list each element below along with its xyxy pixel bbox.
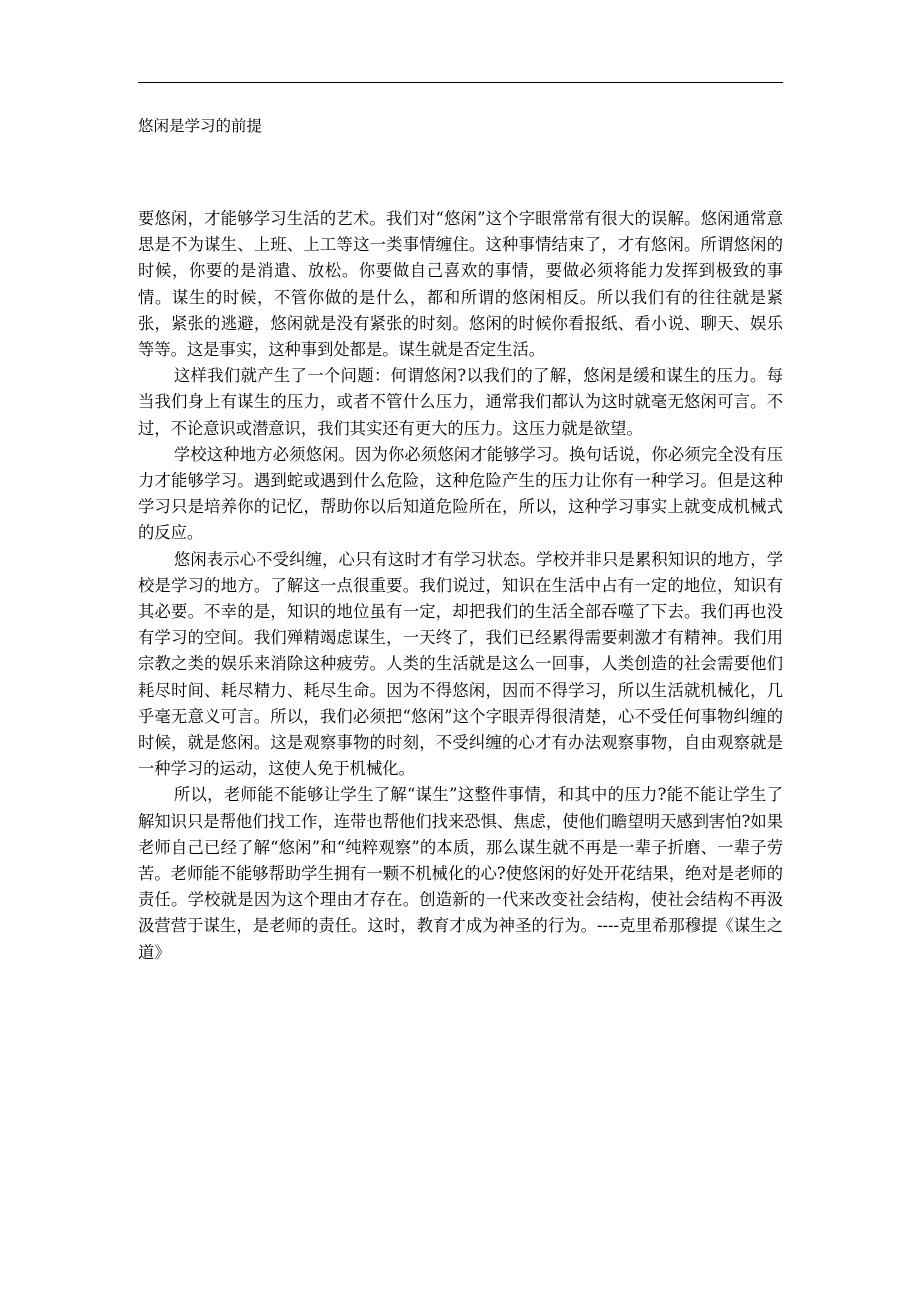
paragraph-1: 要悠闲，才能够学习生活的艺术。我们对“悠闲”这个字眼常常有很大的误解。悠闲通常意思是不为谋生、上班、上工等这一类事情缠住。这种事情结束了，才有悠闲。所谓悠闲的时候，你要的是消遣、放松。你要做自己喜欢的事情，要做必须将能力发挥到极致的事情。谋生的时候，不管你做的是什么，都和所谓的悠闲相反。所以我们有的往往就是紧张，紧张的逃避，悠闲就是没有紧张的时刻。悠闲的时候你看报纸、看小说、聊天、娱乐等等。这是事实，这种事到处都是。谋生就是否定生活。 (138, 209, 783, 360)
header-rule (138, 82, 783, 83)
document-body (138, 206, 783, 966)
paragraph-3: 学校这种地方必须悠闲。因为你必须悠闲才能够学习。换句话说，你必须完全没有压力才能够学习。遇到蛇或遇到什么危险，这种危险产生的压力让你有一种学习。但是这种学习只是培养你的记忆，帮助你以后知道危险所在，所以，这种学习事实上就变成机械式的反应。 (138, 444, 783, 543)
paragraph-2: 这样我们就产生了一个问题：何谓悠闲?以我们的了解，悠闲是缓和谋生的压力。每当我们身上有谋生的压力，或者不管什么压力，通常我们都认为这时就毫无悠闲可言。不过，不论意识或潜意识，我们其实还有更大的压力。这压力就是欲望。 (138, 366, 783, 438)
document-title: 悠闲是学习的前提 (138, 117, 263, 135)
paragraph-5: 所以，老师能不能够让学生了解“谋生”这整件事情，和其中的压力?能不能让学生了解知识只是帮他们找工作，连带也帮他们找来恐惧、焦虑，使他们瞻望明天感到害怕?如果老师自己已经了解“悠闲”和“纯粹观察”的本质，那么谋生就不再是一辈子折磨、一辈子劳苦。老师能不能够帮助学生拥有一颗不机械化的心?使悠闲的好处开花结果，绝对是老师的责任。学校就是因为这个理由才存在。创造新的一代来改变社会结构，使社会结构不再汲汲营营于谋生，是老师的责任。这时，教育才成为神圣的行为。----克里希那穆提《谋生之道》 (138, 785, 783, 962)
paragraph-4: 悠闲表示心不受纠缠，心只有这时才有学习状态。学校并非只是累积知识的地方，学校是学习的地方。了解这一点很重要。我们说过，知识在生活中占有一定的地位，知识有其必要。不幸的是，知识的地位虽有一定，却把我们的生活全部吞噬了下去。我们再也没有学习的空间。我们殚精竭虑谋生，一天终了，我们已经累得需要刺激才有精神。我们用宗教之类的娱乐来消除这种疲劳。人类的生活就是这么一回事，人类创造的社会需要他们耗尽时间、耗尽精力、耗尽生命。因为不得悠闲，因而不得学习，所以生活就机械化，几乎毫无意义可言。所以，我们必须把“悠闲”这个字眼弄得很清楚，心不受任何事物纠缠的时候，就是悠闲。这是观察事物的时刻，不受纠缠的心才有办法观察事物，自由观察就是一种学习的运动，这使人免于机械化。 (138, 549, 783, 779)
